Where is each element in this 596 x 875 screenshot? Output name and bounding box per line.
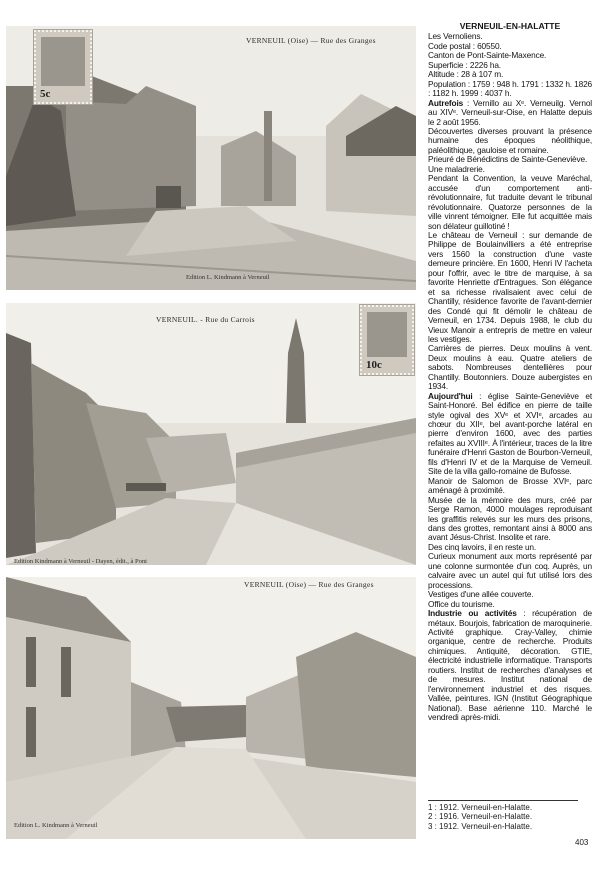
postcard-photo-2	[6, 303, 416, 565]
postcard-caption-1: VERNEUIL (Oise) — Rue des Granges	[246, 36, 376, 45]
aujourdhui-paragraph	[428, 392, 592, 477]
intro-line: Canton de Pont-Sainte-Maxence.	[428, 50, 547, 61]
article-paragraph: Découvertes diverses prouvant la présence humaine des époques néolithique, paléolithique, gauloise et romaine.	[428, 125, 592, 155]
intro-line: Code postal : 60550.	[428, 40, 502, 51]
postcard-publisher-1: Edition L. Kindmann à Verneuil	[186, 274, 270, 281]
industrie-text: : récupération de métaux. Bourjois, fabrication de maroquinerie. Activité graphique. Cray-Valley, chimie organique, centre de recherche. Produits chimiques. Antiquité, décoration. GTIE, électricité industrielle informatique. Transports routiers. Institut de recherches d'analyses et de mesures. Institut national de l'environnement industriel et des risques. Vallée, peintures. IGN (Institut Géographique National). Base aérienne 110. Marché le vendredi après-midi.	[428, 608, 592, 723]
aujourdhui-label: Aujourd'hui	[428, 390, 473, 401]
street-scene-3	[6, 577, 416, 839]
article-column	[428, 22, 592, 723]
population-paragraph: Population : 1759 : 948 h. 1791 : 1332 h. 1826 : 1182 h. 1999 : 4037 h.	[428, 78, 592, 99]
page-number: 403	[575, 838, 589, 847]
autrefois-paragraph	[428, 99, 592, 127]
article-paragraph: Office du tourisme.	[428, 598, 495, 609]
intro-line: Les Vernoliens.	[428, 31, 483, 42]
article-title: VERNEUIL-EN-HALATTE	[459, 21, 561, 31]
article-paragraph: Prieuré de Bénédictins de Sainte-Geneviève.	[428, 154, 588, 165]
postcard-photo-3	[6, 577, 416, 839]
article-paragraph: Pendant la Convention, la veuve Maréchal, accusée d'un comportement anti-révolutionnaire, fut traduite devant le tribunal révolutionnaire. Quatorze personnes de la ville vinrent témoigner. Elle fut acquittée mais son délateur guillotiné !	[428, 173, 592, 231]
article-paragraph: Curieux monument aux morts représenté par une colonne surmontée d'un coq. Auprès, un calvaire avec un autel qui fut utilisé lors des processions.	[428, 551, 592, 590]
photo-notes	[428, 800, 578, 831]
stamp-sower-image	[41, 37, 85, 86]
photo-note: 1 : 1912. Verneuil-en-Halatte.	[428, 803, 533, 812]
postcard-publisher-3: Edition L. Kindmann à Verneuil	[14, 822, 98, 829]
postcard-photo-1	[6, 26, 416, 290]
autrefois-label: Autrefois	[428, 97, 464, 108]
industrie-label: Industrie ou activités	[428, 608, 517, 619]
article-paragraph: Le château de Verneuil : sur demande de Philippe de Boulainvilliers a été entreprise vers 1560 la construction d'une vaste demeure princière. En 1600, Henri IV l'acheta pour l'offrir, avec le titre de marquise, à sa favorite Henriette d'Entragues. Son élégance et sa richesse rivalisaient avec celui de Chantilly, résidence favorite de l'avant-dernier des Condé qui fit démolir le château de Verneuil, en 1734. Depuis 1988, le club du Vieux Manoir a entrepris de mettre en valeur les vestiges.	[428, 229, 592, 344]
article-paragraph: Carrières de pierres. Deux moulins à vent. Deux moulins à eau. Quatre ateliers de sabots. Nombreuses dentellières pour Chantilly. Boutonniers. Douze aubergistes en 1934.	[428, 343, 592, 392]
postcard-caption-2: VERNEUIL. - Rue du Carrois	[156, 315, 255, 324]
aujourdhui-text: : église Sainte-Geneviève et Saint-Honoré. Bel édifice en pierre de taille style ogival des XVᵉ et XVIᵉ, arcades au chœur du XIIᵉ, bel avant-porche latéral en pierre d'environ 1600, avec des parties refaites au XVIIIᵉ. À l'intérieur, traces de la litre funéraire d'Henri Gaston de Bourbon-Verneuil, fils d'Henri IV et de la Marquise de Verneuil. Site de la villa gallo-romaine de Bufosse.	[428, 390, 592, 477]
article-paragraph: Des cinq lavoirs, il en reste un.	[428, 541, 537, 552]
postcard-publisher-2: Edition Kindmann à Verneuil - Dayen, édit., à Pont	[14, 558, 147, 565]
postage-stamp-2	[360, 305, 414, 375]
street-scene-2	[6, 303, 416, 565]
photo-note: 2 : 1916. Verneuil-en-Halatte.	[428, 812, 533, 822]
article-paragraph: Manoir de Salomon de Brosse XVIᵉ, parc aménagé à proximité.	[428, 475, 592, 496]
article-paragraph: Vestiges d'une allée couverte.	[428, 589, 534, 600]
intro-line: Altitude : 28 à 107 m.	[428, 69, 504, 80]
stamp-value-1: 5c	[40, 88, 51, 100]
intro-line: Superficie : 2226 ha.	[428, 59, 501, 70]
stamp-value-2: 10c	[366, 359, 382, 371]
photo-note: 3 : 1912. Verneuil-en-Halatte.	[428, 821, 533, 831]
postage-stamp-1	[34, 30, 92, 104]
autrefois-text: : Vernillo au Xᵉ. Verneuilg. Vernol au XIVᵉ. Verneuil-sur-Oise, en Halatte depuis le 2 août 1956.	[428, 97, 592, 127]
article-paragraph: Musée de la mémoire des murs, créé par Serge Ramon, 4000 moulages reproduisant les graffitis relevés sur les murs des prisons, dans des grottes, remontant ainsi à 8000 ans avant Jésus-Christ. Insolite et rare.	[428, 494, 592, 543]
industrie-paragraph	[428, 609, 592, 722]
stamp-sower-image	[367, 312, 407, 357]
postcard-caption-3: VERNEUIL (Oise) — Rue des Granges	[244, 580, 374, 589]
article-paragraph: Une maladrerie.	[428, 163, 485, 174]
